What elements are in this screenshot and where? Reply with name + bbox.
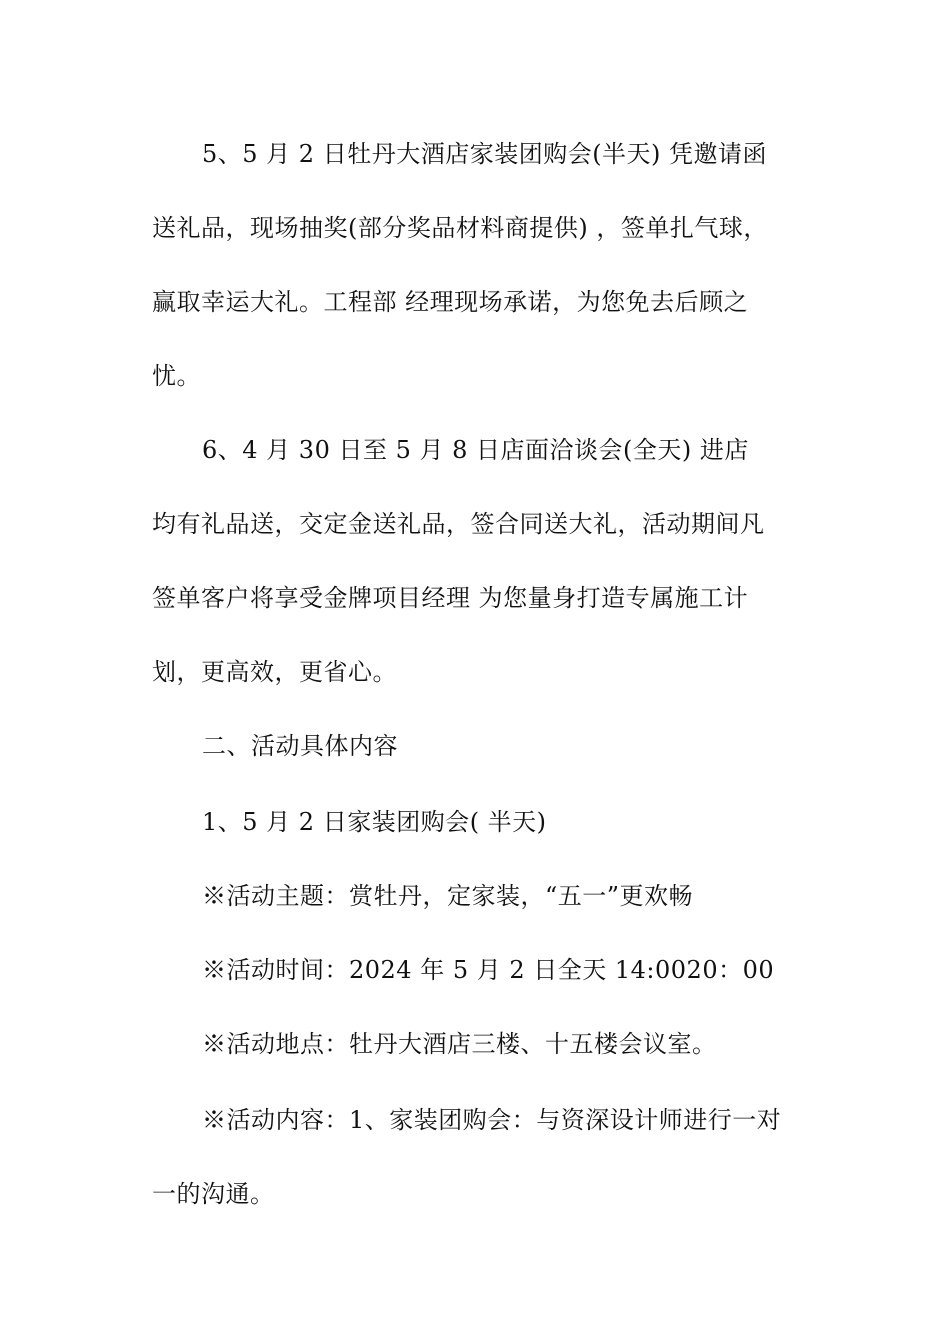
activity-time: ※活动时间：2024 年 5 月 2 日全天 14:0020：00	[202, 956, 775, 984]
paragraph-5-line-3: 赢取幸运大礼。工程部 经理现场承诺，为您免去后顾之	[152, 288, 749, 316]
activity-content-line-2: 一的沟通。	[152, 1180, 275, 1208]
activity-theme: ※活动主题：赏牡丹，定家装，“五一”更欢畅	[202, 882, 694, 910]
paragraph-5-line-4: 忧。	[152, 362, 201, 390]
section-heading: 二、活动具体内容	[202, 732, 398, 760]
paragraph-6-line-2: 均有礼品送，交定金送礼品，签合同送大礼，活动期间凡	[152, 510, 765, 538]
paragraph-6-line-4: 划，更高效，更省心。	[152, 658, 397, 686]
paragraph-6-line-3: 签单客户将享受金牌项目经理 为您量身打造专属施工计	[152, 584, 749, 612]
activity-location: ※活动地点：牡丹大酒店三楼、十五楼会议室。	[202, 1030, 717, 1058]
activity-content-line-1: ※活动内容：1、家装团购会：与资深设计师进行一对	[202, 1106, 782, 1134]
item-1-heading: 1、5 月 2 日家装团购会( 半天)	[202, 808, 547, 836]
paragraph-6-line-1: 6、4 月 30 日至 5 月 8 日店面洽谈会(全天) 进店	[202, 436, 749, 464]
paragraph-5-line-2: 送礼品，现场抽奖(部分奖品材料商提供) ，签单扎气球，	[152, 214, 768, 242]
paragraph-5-line-1: 5、5 月 2 日牡丹大酒店家装团购会(半天) 凭邀请函	[202, 140, 768, 168]
